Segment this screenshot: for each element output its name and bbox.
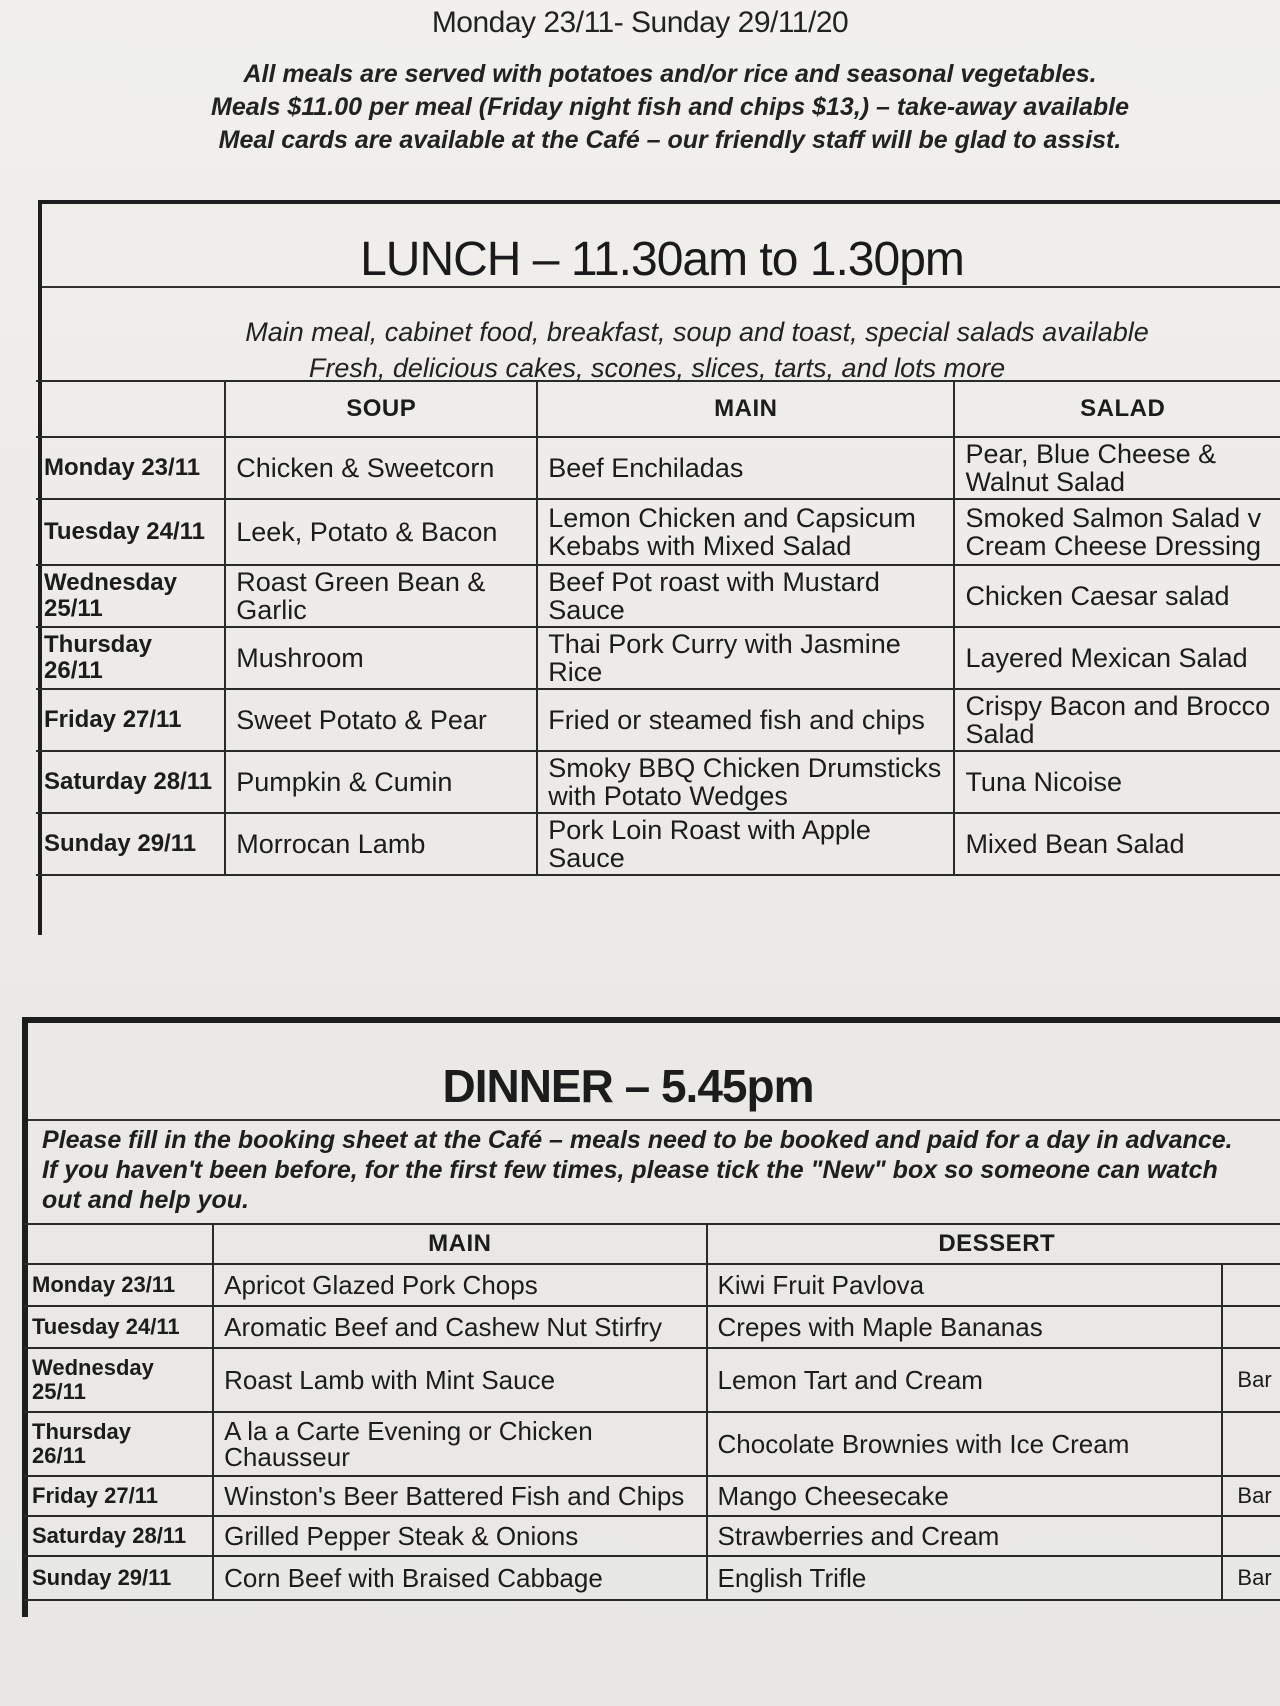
lunch-soup-cell [225, 751, 537, 813]
lunch-day-cell-line: Monday 23/11 [44, 454, 201, 481]
dinner-dessert-cell [707, 1476, 1223, 1516]
subtitle-line: Main meal, cabinet food, breakfast, soup and toast, special salads available [245, 317, 1149, 347]
lunch-section [38, 200, 1280, 935]
lunch-row [36, 437, 1280, 499]
dinner-main-cell-line: Corn Beef with Braised Cabbage [224, 1563, 603, 1593]
bar-cell: Bar [1222, 1348, 1280, 1412]
lunch-salad-cell-line: Chicken Caesar salad [965, 581, 1230, 611]
dinner-day-cell [24, 1264, 213, 1306]
lunch-main-cell-line: Lemon Chicken and Capsicum [548, 503, 916, 533]
lunch-soup-cell [225, 565, 537, 627]
dinner-dessert-cell [707, 1556, 1223, 1600]
lunch-soup-cell [225, 689, 537, 751]
dinner-day-cell-line: Monday 23/11 [32, 1272, 176, 1297]
note-line: Meals $11.00 per meal (Friday night fish and chips $13,) – take-away available [211, 93, 1129, 121]
lunch-main-cell-line: Kebabs with Mixed Salad [548, 531, 852, 561]
lunch-main-cell [537, 627, 954, 689]
dinner-section [22, 1017, 1280, 1617]
dinner-dessert-cell-line: Kiwi Fruit Pavlova [717, 1270, 925, 1300]
lunch-main-cell [537, 499, 954, 565]
lunch-day-cell [36, 565, 225, 627]
lunch-main-cell-line: Sauce [548, 595, 625, 625]
lunch-main-cell [537, 813, 954, 875]
dinner-day-cell [24, 1516, 213, 1556]
header-cell-main: MAIN [537, 381, 954, 437]
lunch-salad-cell [954, 813, 1280, 875]
dinner-dessert-cell [707, 1412, 1223, 1476]
bar-cell [1222, 1264, 1280, 1306]
lunch-day-cell-line: Tuesday 24/11 [44, 518, 205, 545]
lunch-main-cell-line: Fried or steamed fish and chips [548, 705, 925, 735]
lunch-soup-cell-line: Roast Green Bean & [236, 567, 486, 597]
bar-cell [1222, 1516, 1280, 1556]
lunch-soup-cell [225, 627, 537, 689]
dinner-main-cell [213, 1348, 706, 1412]
lunch-row [36, 689, 1280, 751]
dinner-dessert-cell-line: Crepes with Maple Bananas [717, 1312, 1043, 1342]
dinner-day-cell-line: 26/11 [32, 1443, 86, 1468]
bar-cell [1222, 1412, 1280, 1476]
lunch-day-cell [36, 751, 225, 813]
header-cell-day [24, 1224, 213, 1264]
dinner-main-cell-line: Roast Lamb with Mint Sauce [224, 1365, 556, 1395]
lunch-main-cell [537, 565, 954, 627]
dinner-table [24, 1223, 1280, 1601]
lunch-salad-cell-line: Pear, Blue Cheese & [965, 439, 1217, 469]
lunch-soup-cell-line: Chicken & Sweetcorn [236, 453, 495, 483]
lunch-day-cell [36, 689, 225, 751]
dinner-day-cell [24, 1412, 213, 1476]
dinner-row [24, 1412, 1280, 1476]
lunch-salad-cell [954, 437, 1280, 499]
dinner-day-cell-line: Sunday 29/11 [32, 1565, 172, 1590]
dinner-main-cell [213, 1264, 706, 1306]
dinner-day-cell-line: Wednesday [32, 1355, 154, 1380]
lunch-day-cell [36, 627, 225, 689]
lunch-row [36, 565, 1280, 627]
lunch-day-cell-line: Wednesday [44, 569, 177, 596]
lunch-day-cell [36, 437, 225, 499]
dinner-day-cell [24, 1476, 213, 1516]
dinner-day-cell-line: Friday 27/11 [32, 1483, 158, 1508]
lunch-table [36, 380, 1280, 876]
lunch-salad-cell-line: Walnut Salad [965, 467, 1126, 497]
note-line: Meal cards are available at the Café – our friendly staff will be glad to assist. [218, 126, 1122, 154]
dinner-day-cell [24, 1556, 213, 1600]
lunch-day-cell-line: Thursday [44, 631, 153, 658]
subtitle-line: If you haven't been before, for the first few times, please tick the "New" box so someone can watch [42, 1156, 1218, 1184]
dinner-dessert-cell [707, 1348, 1223, 1412]
lunch-day-cell [36, 499, 225, 565]
dinner-main-cell-line: Winston's Beer Battered Fish and Chips [224, 1481, 685, 1511]
lunch-subtitle [42, 314, 1280, 386]
dinner-row [24, 1264, 1280, 1306]
lunch-salad-cell [954, 751, 1280, 813]
lunch-main-cell-line: Beef Pot roast with Mustard [548, 567, 880, 597]
subtitle-line: Fresh, delicious cakes, scones, slices, tarts, and lots more [308, 353, 1006, 383]
lunch-soup-cell [225, 499, 537, 565]
header-cell-dessert: DESSERT [707, 1224, 1280, 1264]
dinner-main-cell [213, 1556, 706, 1600]
dinner-main-cell [213, 1516, 706, 1556]
lunch-salad-cell-line: Layered Mexican Salad [965, 643, 1248, 673]
lunch-salad-cell-line: Smoked Salmon Salad v [965, 503, 1262, 533]
lunch-row [36, 813, 1280, 875]
lunch-title: LUNCH – 11.30am to 1.30pm [360, 233, 964, 286]
lunch-main-cell-line: Thai Pork Curry with Jasmine [548, 629, 901, 659]
dinner-main-cell [213, 1306, 706, 1348]
header-cell-main: MAIN [213, 1224, 706, 1264]
header-cell-day [36, 381, 225, 437]
lunch-main-cell [537, 437, 954, 499]
dinner-row [24, 1306, 1280, 1348]
dinner-main-cell-line: Grilled Pepper Steak & Onions [224, 1521, 579, 1551]
lunch-day-cell-line: Sunday 29/11 [44, 830, 197, 857]
lunch-soup-cell [225, 813, 537, 875]
dinner-main-cell [213, 1476, 706, 1516]
dinner-day-cell-line: 25/11 [32, 1379, 86, 1404]
dinner-title: DINNER – 5.45pm [442, 1060, 814, 1112]
lunch-main-cell-line: Smoky BBQ Chicken Drumsticks [548, 753, 942, 783]
lunch-main-cell-line: with Potato Wedges [548, 781, 788, 811]
bar-cell [1222, 1306, 1280, 1348]
lunch-day-cell-line: 26/11 [44, 657, 103, 684]
dinner-row [24, 1348, 1280, 1412]
divider [28, 1119, 1280, 1121]
dinner-dessert-cell-line: Lemon Tart and Cream [717, 1365, 983, 1395]
subtitle-line: Please fill in the booking sheet at the Café – meals need to be booked and paid for a day in advance. [42, 1126, 1233, 1154]
lunch-salad-cell-line: Cream Cheese Dressing [965, 531, 1262, 561]
lunch-main-cell [537, 689, 954, 751]
table-header-row [24, 1224, 1280, 1264]
dinner-main-cell-line: Apricot Glazed Pork Chops [224, 1270, 538, 1300]
lunch-salad-cell [954, 627, 1280, 689]
lunch-salad-cell-line: Salad [965, 719, 1035, 749]
lunch-salad-cell-line: Crispy Bacon and Brocco [965, 691, 1271, 721]
lunch-soup-cell-line: Morrocan Lamb [236, 829, 426, 859]
lunch-main-cell-line: Pork Loin Roast with Apple [548, 815, 871, 845]
lunch-soup-cell-line: Mushroom [236, 643, 364, 673]
lunch-salad-cell-line: Tuna Nicoise [965, 767, 1123, 797]
dinner-day-cell-line: Saturday 28/11 [32, 1523, 187, 1548]
divider [42, 286, 1280, 288]
lunch-day-cell [36, 813, 225, 875]
dinner-day-cell-line: Tuesday 24/11 [32, 1314, 180, 1339]
header-cell-salad: SALAD [954, 381, 1280, 437]
lunch-row [36, 627, 1280, 689]
lunch-main-cell [537, 751, 954, 813]
dinner-dessert-cell-line: Mango Cheesecake [717, 1481, 949, 1511]
lunch-row [36, 499, 1280, 565]
dinner-row [24, 1556, 1280, 1600]
lunch-soup-cell-line: Garlic [236, 595, 307, 625]
bar-cell: Bar [1222, 1476, 1280, 1516]
dinner-dessert-cell-line: Strawberries and Cream [717, 1521, 1000, 1551]
dinner-subtitle [42, 1125, 1280, 1215]
lunch-salad-cell [954, 499, 1280, 565]
dinner-main-cell-line: A la a Carte Evening or Chicken [224, 1416, 593, 1446]
lunch-salad-cell [954, 689, 1280, 751]
dinner-day-cell [24, 1348, 213, 1412]
lunch-soup-cell-line: Leek, Potato & Bacon [236, 517, 498, 547]
dinner-dessert-cell [707, 1516, 1223, 1556]
lunch-soup-cell-line: Pumpkin & Cumin [236, 767, 453, 797]
lunch-main-cell-line: Rice [548, 657, 603, 687]
date-range: Monday 23/11- Sunday 29/11/20 [431, 6, 849, 39]
table-header-row [36, 381, 1280, 437]
lunch-day-cell-line: Saturday 28/11 [44, 768, 213, 795]
lunch-salad-cell [954, 565, 1280, 627]
dinner-main-cell-line: Aromatic Beef and Cashew Nut Stirfry [224, 1312, 662, 1342]
lunch-day-cell-line: 25/11 [44, 595, 103, 622]
lunch-salad-cell-line: Mixed Bean Salad [965, 829, 1185, 859]
dinner-dessert-cell-line: Chocolate Brownies with Ice Cream [717, 1429, 1130, 1459]
bar-cell: Bar [1222, 1556, 1280, 1600]
note-line: All meals are served with potatoes and/or rice and seasonal vegetables. [243, 60, 1097, 88]
dinner-day-cell-line: Thursday [32, 1419, 132, 1444]
dinner-dessert-cell [707, 1264, 1223, 1306]
subtitle-line: out and help you. [42, 1186, 249, 1214]
lunch-main-cell-line: Beef Enchiladas [548, 453, 744, 483]
lunch-main-cell-line: Sauce [548, 843, 625, 873]
lunch-day-cell-line: Friday 27/11 [44, 706, 182, 733]
dinner-main-cell [213, 1412, 706, 1476]
lunch-soup-cell-line: Sweet Potato & Pear [236, 705, 487, 735]
header-cell-soup: SOUP [225, 381, 537, 437]
dinner-main-cell-line: Chausseur [224, 1442, 350, 1472]
dinner-dessert-cell-line: English Trifle [717, 1563, 867, 1593]
menu-notes [150, 58, 1190, 157]
dinner-row [24, 1516, 1280, 1556]
lunch-soup-cell [225, 437, 537, 499]
dinner-day-cell [24, 1306, 213, 1348]
lunch-row [36, 751, 1280, 813]
dinner-row [24, 1476, 1280, 1516]
dinner-dessert-cell [707, 1306, 1223, 1348]
